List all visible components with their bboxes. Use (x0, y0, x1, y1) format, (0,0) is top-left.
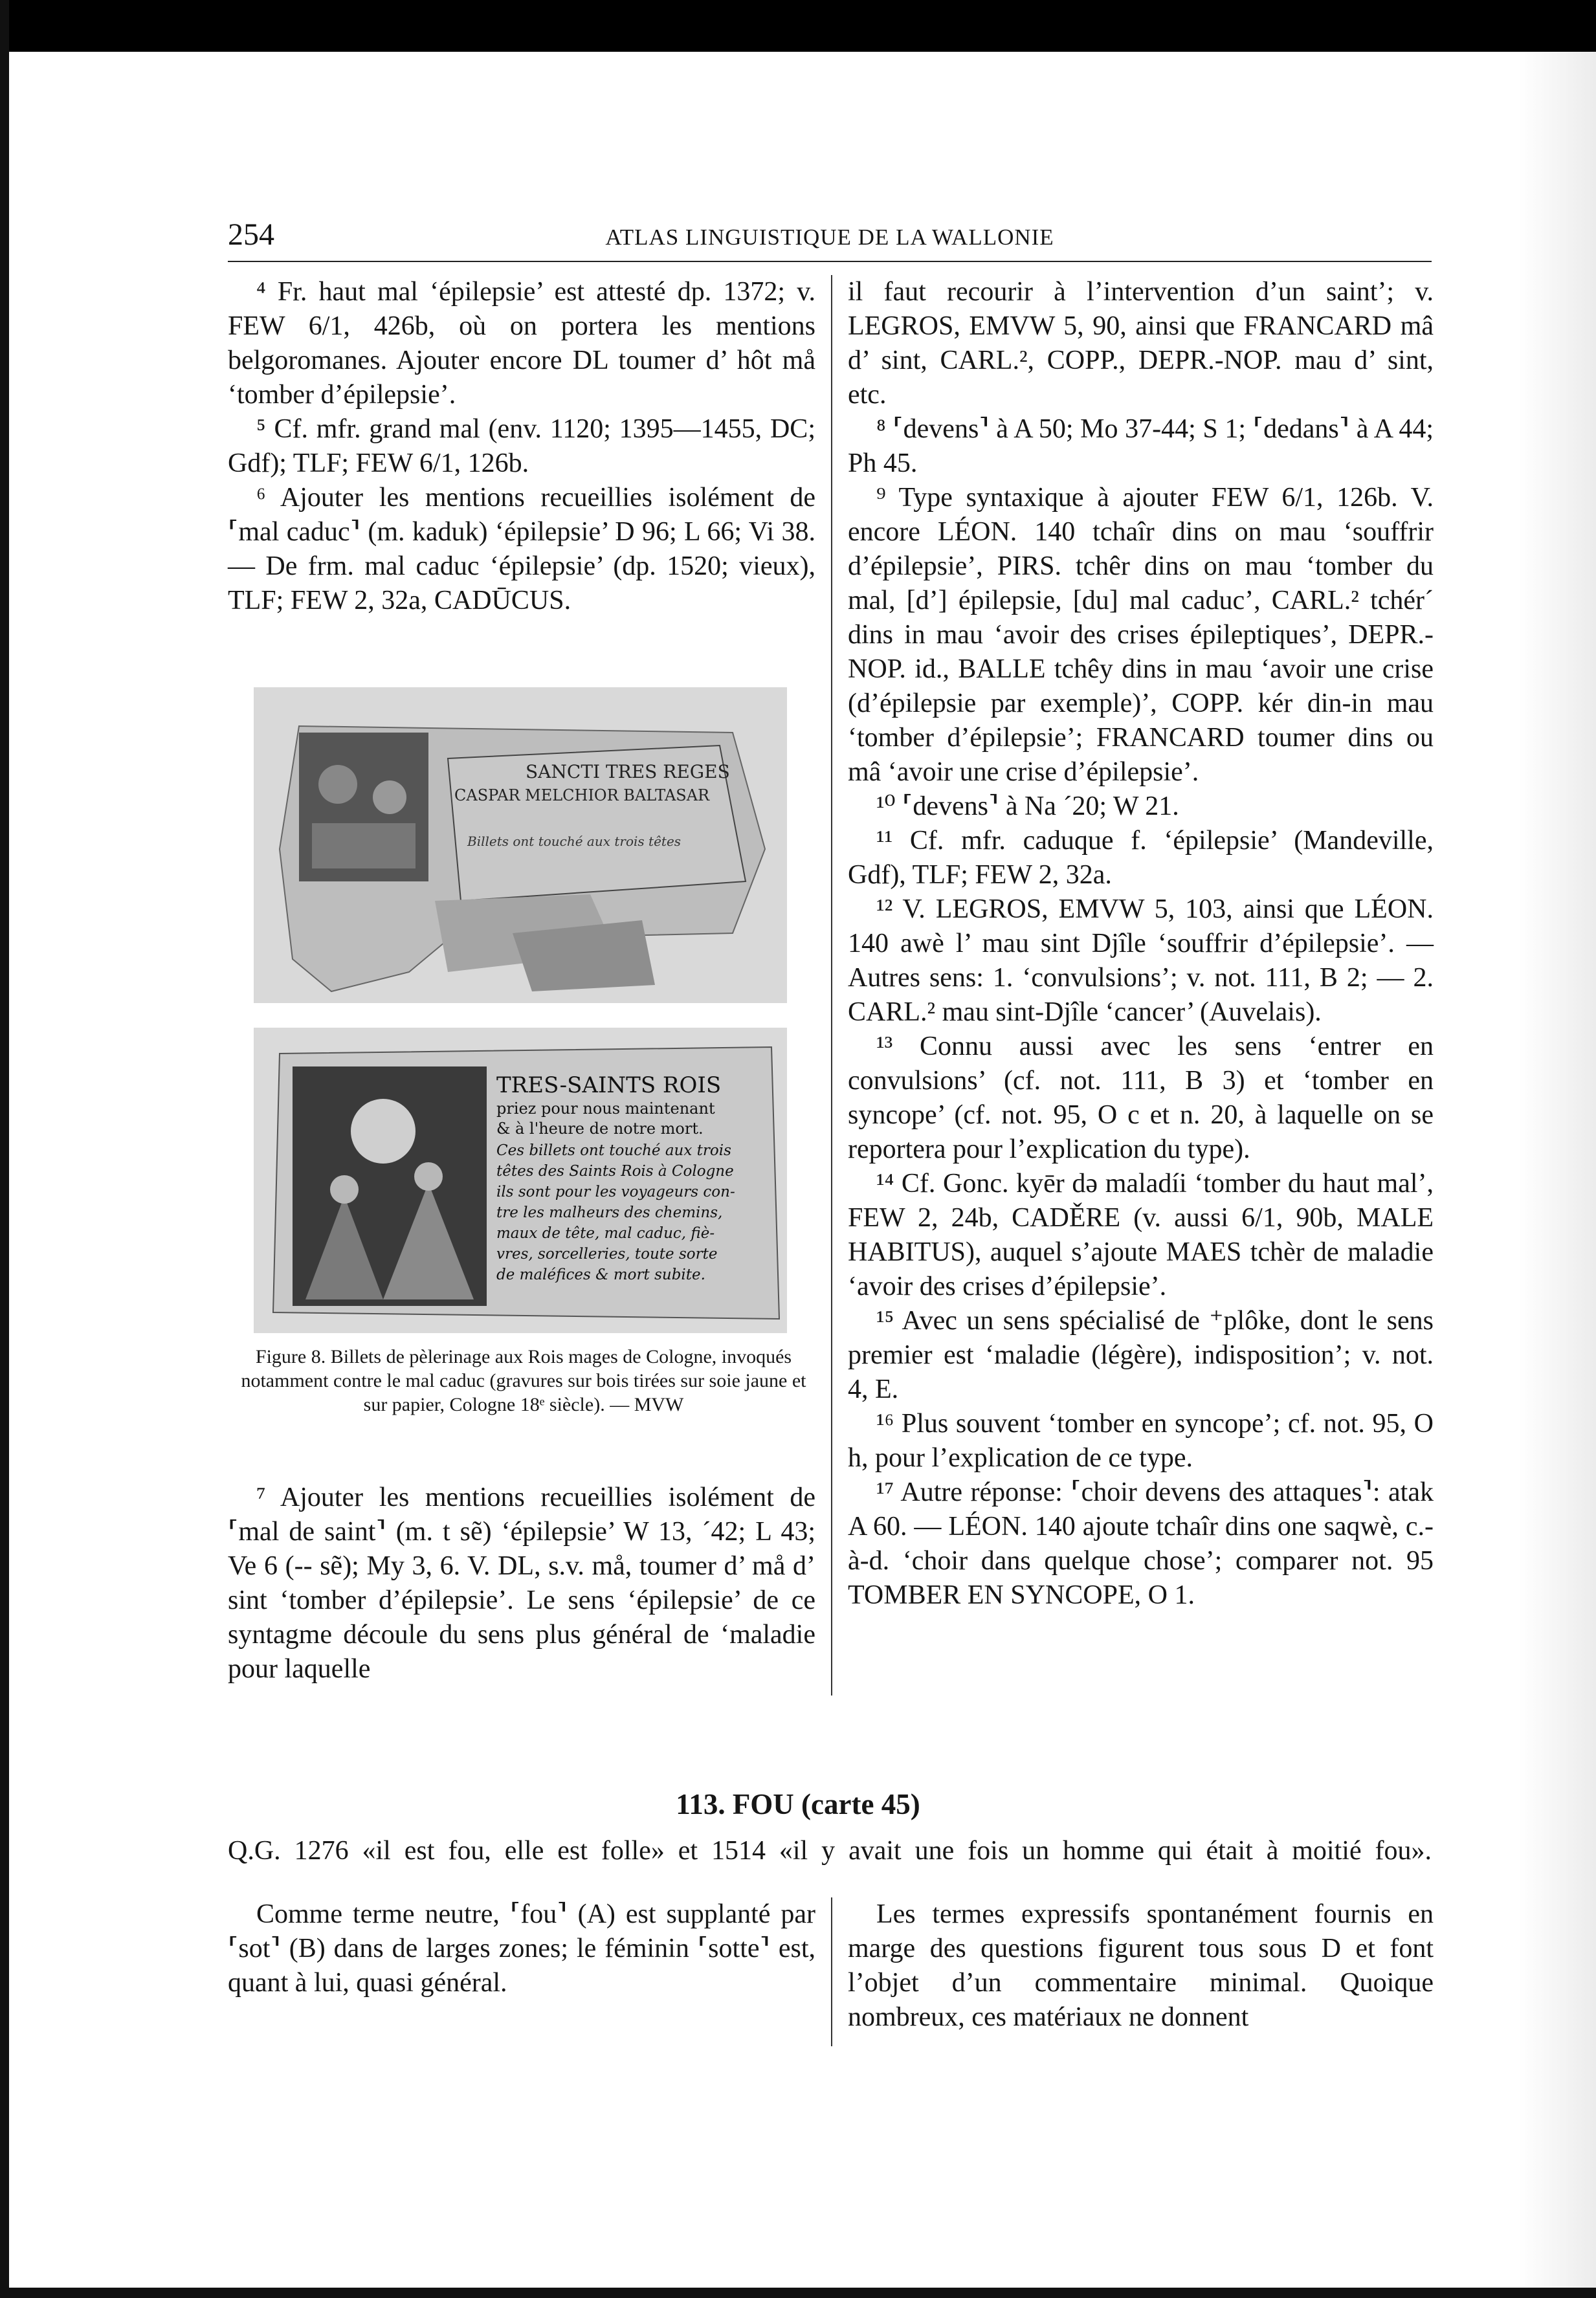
header-rule (228, 261, 1432, 262)
ticket2-line-9: vres, sorcelleries, toute sorte (496, 1246, 718, 1263)
footnote-8: ⁸ ⸢devens⸣ à A 50; Mo 37-44; S 1; ⸢dedans⸣ à A 44; Ph 45. (848, 414, 1434, 478)
ticket2-line-5: têtes des Saints Rois à Cologne (496, 1163, 734, 1180)
section-title: 113. FOU (carte 45) (676, 1788, 920, 1820)
figure-photo-silk-ticket (254, 687, 787, 1003)
ticket2-line-4: Ces billets ont touché aux trois (496, 1142, 731, 1159)
scan-left-border (0, 0, 9, 2298)
footnote-10: ¹⁰ ⸢devens⸣ à Na ´20; W 21. (876, 791, 1179, 821)
section-right-column (848, 1897, 1434, 2035)
footnote-13: ¹³ Connu aussi avec les sens ‘entrer en convulsions’ (cf. not. 111, B 3) et ‘tomber en syncope’ (cf. not. 95, O c et n. 20, à laquelle on se reportera pour l’explication du type). (848, 1032, 1434, 1164)
scan-top-border (0, 0, 1596, 52)
footnote-6: ⁶ Ajouter les mentions recueillies isolément de ⸢mal caduc⸣ (m. kaduk) ‘épilepsie’ D 96; L 66; Vi 38. — De frm. mal caduc ‘épilepsie’ (dp. 1520; vieux), TLF; FEW 2, 32a, CADŪCUS. (228, 483, 815, 615)
ticket2-line-1: TRES-SAINTS ROIS (496, 1072, 722, 1098)
running-title: ATLAS LINGUISTIQUE DE LA WALLONIE (605, 225, 1054, 250)
footnote-17: ¹⁷ Autre réponse: ⸢choir devens des attaques⸣: atak A 60. — LÉON. 140 ajoute tchaîr dins one saqwè, c.-à-d. ‘choir dans quelque chose’; comparer not. 95 TOMBER EN SYNCOPE, O 1. (848, 1477, 1434, 1610)
figure-photo-paper-ticket (254, 1028, 787, 1333)
figure-caption: Figure 8. Billets de pèlerinage aux Rois mages de Cologne, invoqués notamment contre le mal caduc (gravures sur bois tirées sur soie jaune et sur papier, Cologne 18ᵉ siècle). — MVW (241, 1346, 806, 1415)
questionnaire-reference: Q.G. 1276 «il est fou, elle est folle» et 1514 «il y avait une fois un homme qui était à moitié fou». (228, 1836, 1432, 1866)
section-left-column (228, 1897, 815, 2000)
footnote-7: ⁷ Ajouter les mentions recueillies isolément de ⸢mal de saint⸣ (m. t sẽ) ‘épilepsie’ W 13, ´42; L 43; Ve 6 (-- sẽ); My 3, 6. V. DL, s.v. må, toumer d’ må d’ sint ‘tomber d’épilepsie’. Le sens ‘épilepsie’ de ce syntagme découle du sens plus général de ‘maladie pour laquelle (228, 1483, 815, 1684)
running-header (228, 210, 1432, 262)
section-left-paragraph: Comme terme neutre, ⸢fou⸣ (A) est supplanté par ⸢sot⸣ (B) dans de larges zones; le féminin ⸢sotte⸣ est, quant à lui, quasi général. (228, 1899, 815, 1998)
paper-ticket-image (254, 1028, 787, 1333)
footnote-9: ⁹ Type syntaxique à ajouter FEW 6/1, 126b. V. encore LÉON. 140 tchaîr dins on mau ‘souffrir d’épilepsie’, PIRS. tchêr dins on mau ‘tomber du mal, [d’] épilepsie, [du] mal caduc’, CARL.² tchér´ dins in mau ‘avoir des crises épileptiques’, DEPR.-NOP. id., BALLE tchêy dins in mau ‘avoir une crise (d’épilepsie par exemple)’, COPP. kér din-in mau ‘tomber d’épilepsie’; FRANCARD toumer dins ou mâ ‘avoir une crise d’épilepsie’. (848, 483, 1434, 787)
footnote-14: ¹⁴ Cf. Gonc. kyēr də maladíi ‘tomber du haut mal’, FEW 2, 24b, CADĚRE (v. aussi 6/1, 90b, MALE HABITUS), auquel s’ajoute MAES tchèr de maladie ‘avoir des crises d’épilepsie’. (848, 1169, 1434, 1301)
footnote-4: ⁴ Fr. haut mal ‘épilepsie’ est attesté dp. 1372; v. FEW 6/1, 426b, où on portera les mentions belgoromanes. Ajouter encore DL toumer d’ hôt må ‘tomber d’épilepsie’. (228, 277, 815, 410)
left-column-bottom (228, 1481, 815, 1686)
ticket1-line-3: Billets ont touché aux trois têtes (467, 834, 682, 849)
footnote-16: ¹⁶ Plus souvent ‘tomber en syncope’; cf. not. 95, O h, pour l’explication de ce type. (848, 1409, 1434, 1473)
ticket1-line-2: CASPAR MELCHIOR BALTASAR (454, 786, 710, 804)
right-column (848, 275, 1434, 1613)
ticket2-line-6: ils sont pour les voyageurs con- (496, 1184, 735, 1200)
footnote-11: ¹¹ Cf. mfr. caduque f. ‘épilepsie’ (Mandeville, Gdf), TLF; FEW 2, 32a. (848, 826, 1434, 890)
footnote-15: ¹⁵ Avec un sens spécialisé de ⁺plôke, dont le sens premier est ‘maladie (légère), indisposition’; v. not. 4, E. (848, 1306, 1434, 1404)
section-right-paragraph: Les termes expressifs spontanément fournis en marge des questions figurent tous sous D et font l’objet d’un commentaire minimal. Quoique nombreux, ces matériaux ne donnent (848, 1899, 1434, 2032)
footnote-7-continued: il faut recourir à l’intervention d’un saint’; v. LEGROS, EMVW 5, 90, ainsi que FRANCARD mâ d’ sint, CARL.², COPP., DEPR.-NOP. mau d’ sint, etc. (848, 277, 1434, 410)
ticket2-line-10: de maléfices & mort subite. (496, 1266, 705, 1283)
column-divider (831, 275, 832, 1696)
page-number: 254 (228, 217, 274, 252)
ticket2-line-7: tre les malheurs des chemins, (496, 1204, 723, 1221)
ticket2-line-3: & à l'heure de notre mort. (496, 1120, 704, 1138)
section-column-divider (831, 1897, 832, 2046)
footnote-5: ⁵ Cf. mfr. grand mal (env. 1120; 1395—1455, DC; Gdf); TLF; FEW 6/1, 126b. (228, 414, 815, 478)
ticket2-line-2: priez pour nous maintenant (496, 1099, 715, 1118)
scan-bottom-border (0, 2288, 1596, 2298)
left-column-top (228, 275, 815, 618)
scan-page-shadow (1518, 52, 1596, 2288)
ticket2-line-8: maux de tête, mal caduc, fiè- (496, 1225, 715, 1242)
footnote-12: ¹² V. LEGROS, EMVW 5, 103, ainsi que LÉON. 140 awè l’ mau sint Djîle ‘souffrir d’épilepsie’. — Autres sens: 1. ‘convulsions’; v. not. 111, B 2; — 2. CARL.² mau sint-Djîle ‘cancer’ (Auvelais). (848, 894, 1434, 1027)
ticket1-line-1: SANCTI TRES REGES (526, 761, 730, 782)
silk-ticket-image (254, 687, 787, 1003)
